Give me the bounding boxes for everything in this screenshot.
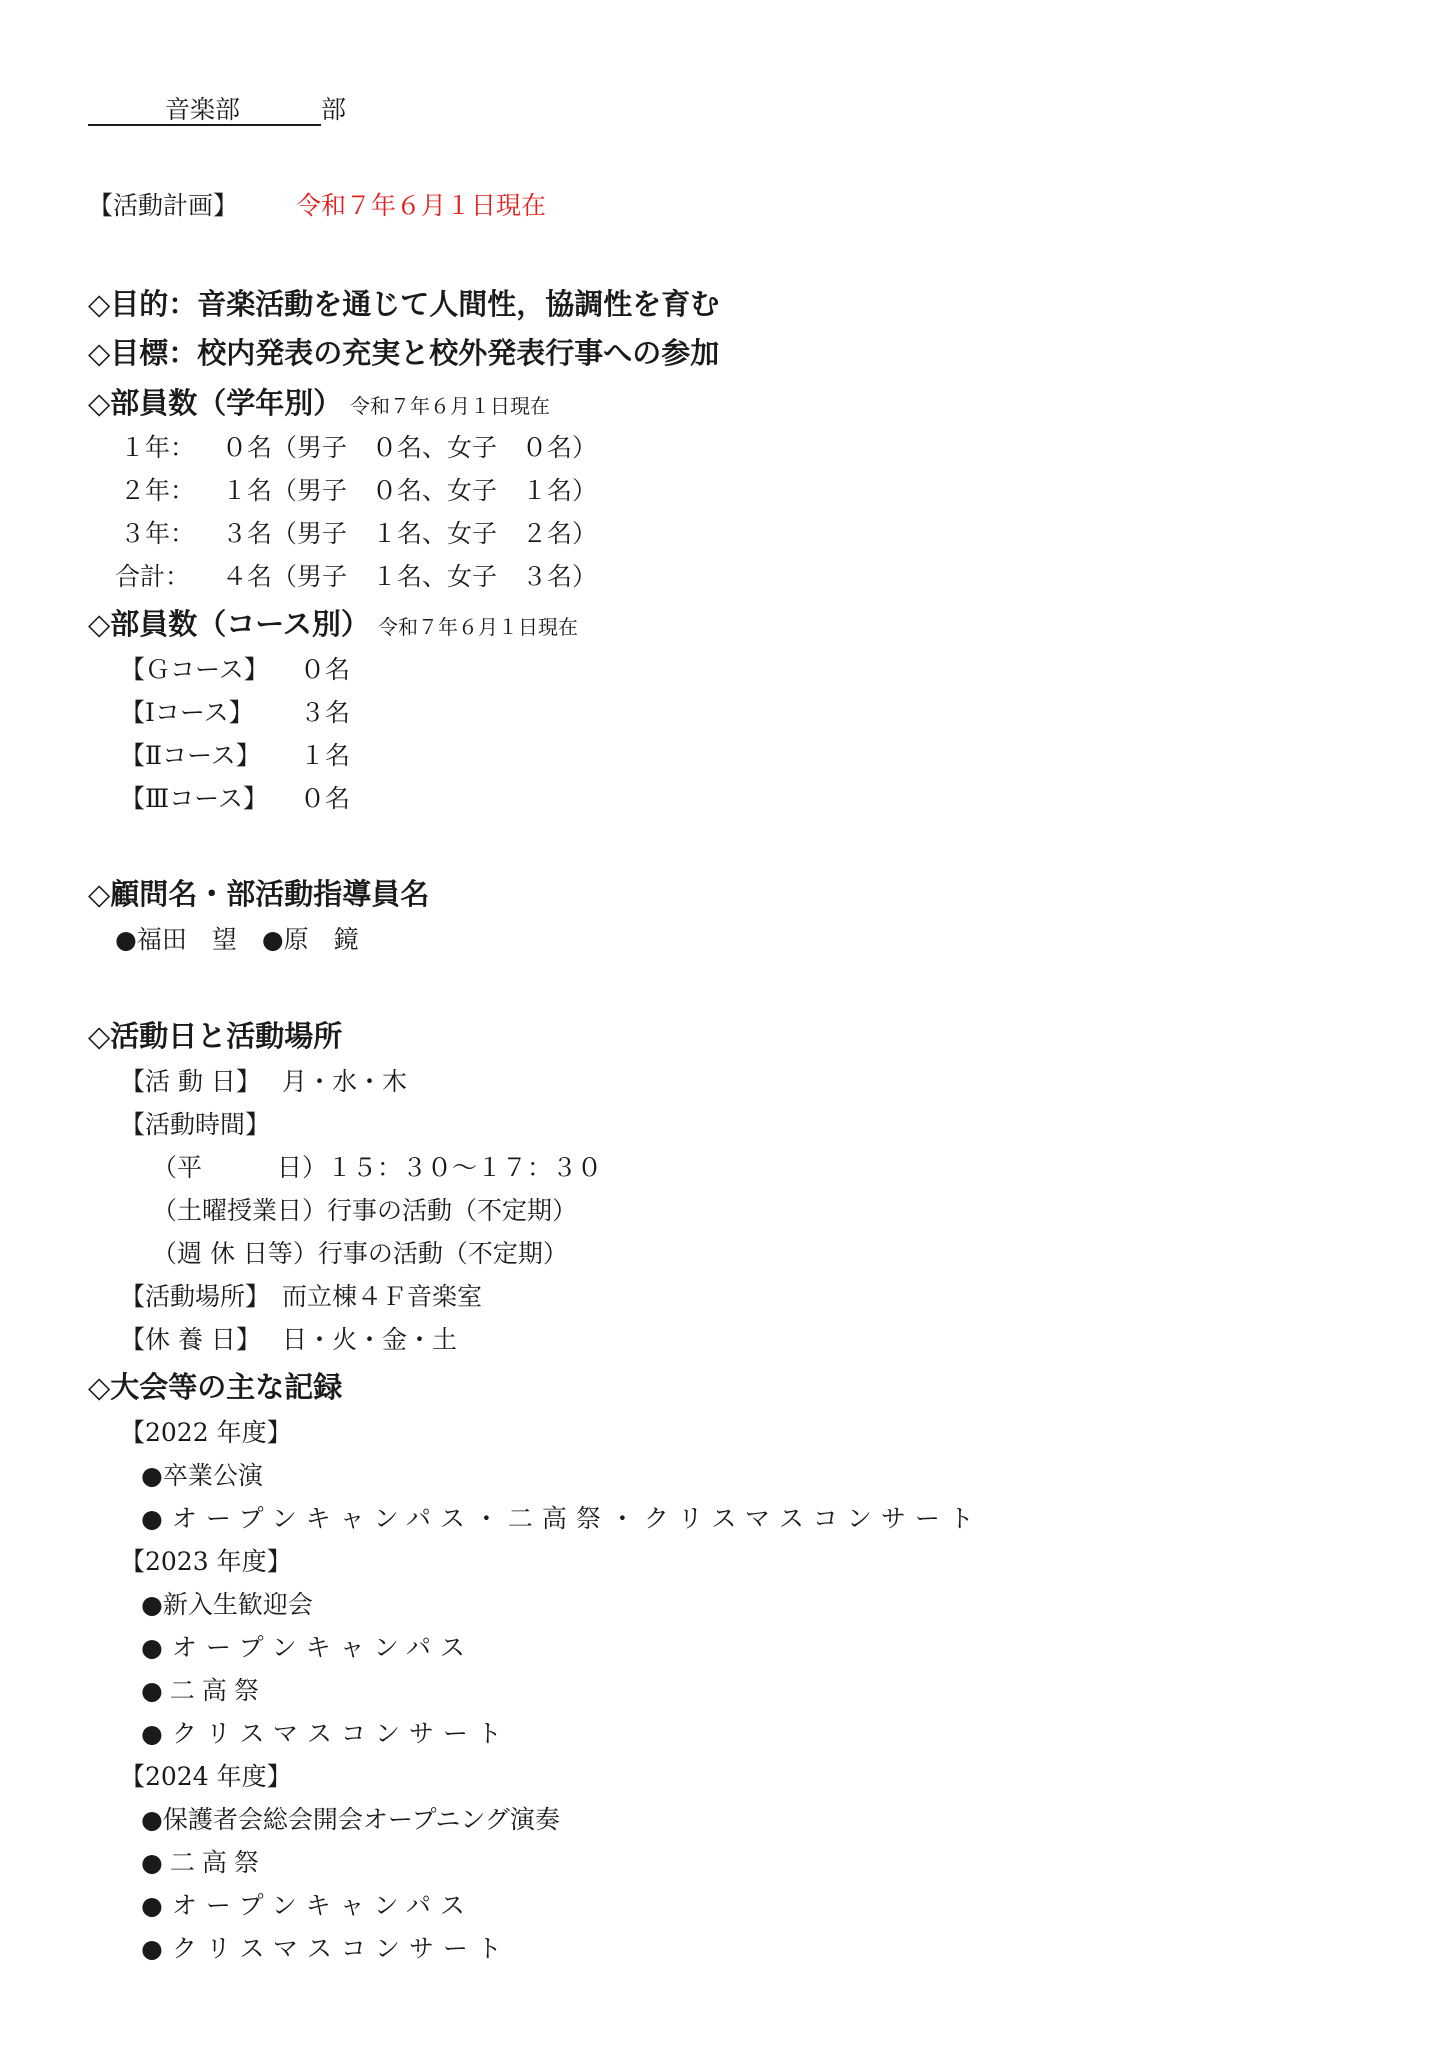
record-item: ●クリスマスコンサート — [141, 1719, 511, 1748]
activity-days-label: 【活 動 日】 — [120, 1067, 261, 1096]
plan-as-of-date: 令和７年６月１日現在 — [296, 191, 547, 220]
record-year-label: 【2022 年度】 — [120, 1418, 292, 1447]
record-item: ●オープンキャンパス — [141, 1633, 474, 1662]
course-row-value: ３名 — [300, 698, 351, 727]
members-by-course-heading: ◇部員数（コース別） — [88, 607, 370, 641]
course-row-label: 【Ⅰコース】 — [120, 698, 254, 727]
record-item: ●オープンキャンパス・二高祭・クリスマスコンサート — [141, 1504, 983, 1533]
grade-row-value: ３名（男子 １名、女子 ２名） — [222, 519, 598, 548]
record-year-label: 【2023 年度】 — [120, 1547, 292, 1576]
activity-time-holiday: （週 休 日等）行事の活動（不定期） — [152, 1239, 568, 1268]
rest-days-label: 【休 養 日】 — [120, 1325, 261, 1354]
activity-place-label: 【活動場所】 — [120, 1282, 271, 1311]
course-row-label: 【Ⅱコース】 — [120, 741, 261, 770]
course-row-label: 【Ｇコース】 — [120, 655, 269, 684]
course-row-value: ０名 — [300, 784, 351, 813]
activity-time-label: 【活動時間】 — [120, 1110, 271, 1139]
record-year-label: 【2024 年度】 — [120, 1762, 292, 1791]
grade-total-label: 合計： — [115, 562, 191, 591]
members-by-course-as-of: 令和７年６月１日現在 — [378, 615, 578, 639]
record-item: ●二高祭 — [141, 1676, 266, 1705]
records-heading: ◇大会等の主な記録 — [88, 1370, 343, 1404]
rest-days-value: 日・火・金・土 — [282, 1325, 458, 1354]
grade-row-value: １名（男子 ０名、女子 １名） — [222, 476, 598, 505]
club-suffix: 部 — [321, 95, 347, 124]
plan-title: 【活動計画】 — [88, 191, 239, 220]
activity-days-value: 月・水・木 — [282, 1067, 408, 1096]
grade-row-label: １年： — [120, 433, 196, 462]
course-row-label: 【Ⅲコース】 — [120, 784, 268, 813]
record-item: ●保護者会総会開会オープニング演奏 — [141, 1805, 560, 1834]
club-name: 音楽部 — [165, 95, 241, 124]
course-row-value: ０名 — [300, 655, 351, 684]
members-by-grade-as-of: 令和７年６月１日現在 — [350, 394, 550, 418]
purpose-heading: ◇目的：音楽活動を通じて人間性，協調性を育む — [88, 287, 720, 321]
members-by-grade-heading: ◇部員数（学年別） — [88, 386, 343, 420]
grade-row-label: ２年： — [120, 476, 196, 505]
record-item: ●クリスマスコンサート — [141, 1934, 511, 1963]
record-item: ●卒業公演 — [141, 1461, 263, 1490]
activity-place-value: 而立棟４Ｆ音楽室 — [282, 1282, 483, 1311]
grade-total-value: ４名（男子 １名、女子 ３名） — [222, 562, 598, 591]
record-item: ●新入生歓迎会 — [141, 1590, 313, 1619]
grade-row-value: ０名（男子 ０名、女子 ０名） — [222, 433, 598, 462]
advisors-heading: ◇顧問名・部活動指導員名 — [88, 877, 430, 911]
record-item: ●オープンキャンパス — [141, 1891, 474, 1920]
course-row-value: １名 — [300, 741, 351, 770]
activity-time-weekday: （平 日）１５：３０～１７：３０ — [152, 1153, 603, 1182]
club-name-underline — [88, 124, 321, 126]
goal-heading: ◇目標：校内発表の充実と校外発表行事への参加 — [88, 336, 720, 370]
record-item: ●二高祭 — [141, 1848, 266, 1877]
grade-row-label: ３年： — [120, 519, 196, 548]
advisor-names: ●福田 望 ●原 鏡 — [115, 925, 359, 954]
activity-time-saturday: （土曜授業日）行事の活動（不定期） — [152, 1196, 578, 1225]
activity-heading: ◇活動日と活動場所 — [88, 1019, 343, 1053]
